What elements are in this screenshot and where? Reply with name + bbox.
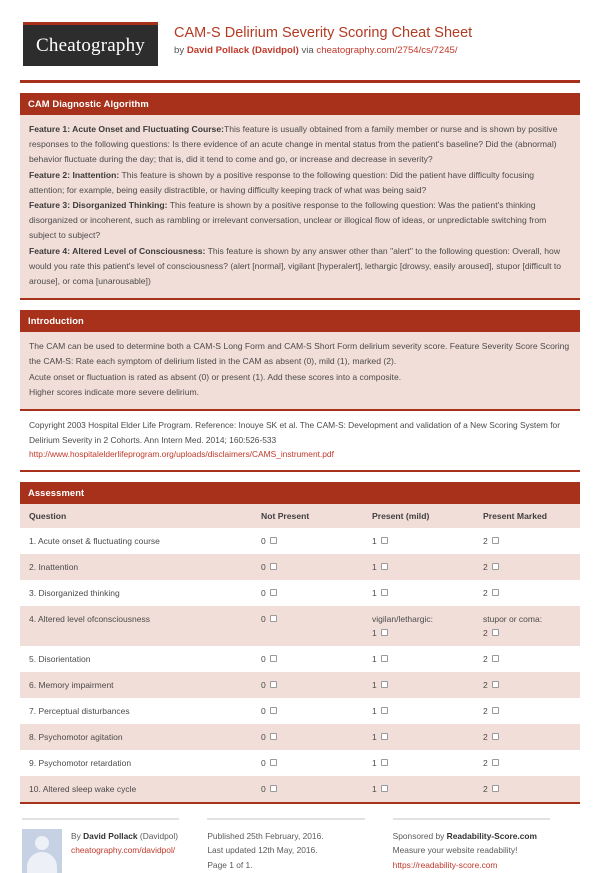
copyright-text: Copyright 2003 Hospital Elder Life Program. Reference: Inouye SK et al. The CAM-S: Development and validation of a New Scoring System for Delirium Severity in 2 Cohorts. Ann Intern Med. 2014; 160:526-533 (29, 420, 560, 445)
column-header-not-present: Not Present (252, 504, 363, 528)
row-mild-cell[interactable] (363, 528, 474, 554)
sponsor-name[interactable]: Readability-Score.com (446, 830, 537, 841)
checkbox-not-present[interactable] (270, 537, 277, 544)
checkbox-marked[interactable] (492, 629, 499, 636)
checkbox-marked[interactable] (492, 759, 499, 766)
checkbox-mild[interactable] (381, 785, 388, 792)
introduction-paragraph-1: The CAM can be used to determine both a CAM-S Long Form and CAM-S Short Form delirium severity score. Feature Severity Score Scoring the CAM-S: Rate each symptom of delirium listed in the CAM as absent (0), mild (1), marked (2). (29, 341, 570, 367)
row-question: 8. Psychomotor agitation (20, 724, 252, 750)
checkbox-mild[interactable] (381, 629, 388, 636)
score-value: 2 (483, 679, 488, 690)
avatar-body-shape (27, 852, 57, 873)
footer-author-inner (22, 829, 193, 873)
score-value: 1 (372, 679, 377, 690)
checkbox-not-present[interactable] (270, 681, 277, 688)
score-value: 1 (372, 731, 377, 742)
footer-author-column (22, 818, 207, 873)
byline-author[interactable]: David Pollack (Davidpol) (186, 45, 299, 56)
updated-date: Last updated 12th May, 2016. (207, 845, 318, 856)
checkbox-mild[interactable] (381, 681, 388, 688)
row-question: 3. Disorganized thinking (20, 580, 252, 606)
feature-3-paragraph (29, 198, 571, 244)
page-number: Page 1 of 1. (207, 859, 253, 870)
row-marked-cell[interactable] (474, 750, 580, 776)
score-value: 0 (261, 679, 266, 690)
table-row (20, 724, 580, 750)
footer-sponsor-column (393, 818, 578, 873)
cheatography-logo[interactable] (23, 22, 158, 66)
row-marked-cell[interactable] (474, 776, 580, 802)
score-value: 1 (372, 627, 377, 638)
row-question: 10. Altered sleep wake cycle (20, 776, 252, 802)
score-value: 0 (261, 561, 266, 572)
avatar-head-shape (35, 836, 49, 850)
score-value: 1 (372, 757, 377, 768)
row-marked-cell[interactable] (474, 580, 580, 606)
feature-2-text: This feature is shown by a positive response to the following question: Did the patient have difficulty focusing attention; for example, being easily distractible, or having difficulty keeping track of what was being said? (29, 169, 535, 195)
table-row (20, 646, 580, 672)
mild-note: vigilan/lethargic: (372, 613, 433, 624)
avatar (22, 829, 62, 873)
row-marked-cell[interactable] (474, 646, 580, 672)
section-title: CAM Diagnostic Algorithm (20, 93, 580, 115)
row-question: 5. Disorientation (20, 646, 252, 672)
byline-prefix: by (174, 45, 187, 56)
row-question: 6. Memory impairment (20, 672, 252, 698)
row-mild-cell[interactable] (363, 750, 474, 776)
row-question: 7. Perceptual disturbances (20, 698, 252, 724)
checkbox-not-present[interactable] (270, 655, 277, 662)
sponsor-tagline: Measure your website readability! (392, 845, 518, 856)
score-value: 0 (261, 783, 266, 794)
footer-divider (22, 818, 179, 820)
page-header (20, 22, 580, 66)
row-not-present-cell[interactable] (252, 698, 363, 724)
checkbox-marked[interactable] (492, 681, 499, 688)
section-body (20, 115, 580, 300)
checkbox-mild[interactable] (381, 655, 388, 662)
score-value: 0 (261, 757, 266, 768)
score-value: 2 (483, 653, 488, 664)
row-mild-cell[interactable] (363, 698, 474, 724)
section-assessment (20, 482, 580, 804)
published-date: Published 25th February, 2016. (207, 830, 324, 841)
marked-note: stupor or coma: (483, 613, 543, 624)
feature-1-text: This feature is usually obtained from a family member or nurse and is shown by positive responses to the following questions: Is there evidence of an acute change in mental status from the patient's baseline? Did the (abnormal) behavior fluctuate during the day; that is, did it tend to come and go, or increase and decrease in severity? (29, 124, 558, 165)
byline (174, 44, 472, 58)
row-not-present-cell[interactable] (252, 776, 363, 802)
row-mild-cell[interactable] (363, 776, 474, 802)
row-question: 1. Acute onset & fluctuating course (20, 528, 252, 554)
score-value: 1 (372, 705, 377, 716)
checkbox-not-present[interactable] (270, 563, 277, 570)
score-value: 1 (372, 535, 377, 546)
score-value: 2 (483, 783, 488, 794)
table-row (20, 528, 580, 554)
page-title: CAM-S Delirium Severity Scoring Cheat Sheet (174, 25, 473, 41)
checkbox-marked[interactable] (492, 655, 499, 662)
introduction-body (20, 332, 580, 409)
row-mild-cell[interactable] (363, 724, 474, 750)
score-value: 1 (372, 783, 377, 794)
checkbox-marked[interactable] (492, 589, 499, 596)
section-cam-diagnostic-algorithm (20, 93, 580, 300)
row-mild-cell[interactable] (363, 554, 474, 580)
table-row (20, 750, 580, 776)
checkbox-mild[interactable] (381, 707, 388, 714)
score-value: 0 (261, 653, 266, 664)
table-header-row (20, 504, 580, 528)
column-header-question: Question (20, 504, 252, 528)
footer-author-text (71, 829, 178, 873)
checkbox-mild[interactable] (381, 589, 388, 596)
assessment-table-body (20, 528, 580, 802)
table-row (20, 672, 580, 698)
feature-4-text: This feature is shown by any answer other than "alert" to the following question: Overall, how would you rate this patient's level of consciousness? (alert [normal], vigilant [hyperalert], lethargic [drowsy, easily aroused], stupor [difficult to arouse], or coma [unarousable]) (29, 245, 562, 287)
row-not-present-cell[interactable] (252, 606, 363, 646)
score-value: 2 (483, 587, 488, 598)
score-value: 0 (261, 587, 266, 598)
score-value: 1 (372, 587, 377, 598)
row-mild-cell[interactable] (363, 646, 474, 672)
checkbox-marked[interactable] (492, 563, 499, 570)
checkbox-marked[interactable] (492, 537, 499, 544)
column-header-present-mild: Present (mild) (363, 504, 474, 528)
row-marked-cell[interactable] (474, 528, 580, 554)
row-not-present-cell[interactable] (252, 528, 363, 554)
introduction-paragraph-3: Higher scores indicate more severe delirium. (29, 386, 200, 397)
title-block (174, 22, 472, 58)
feature-1-paragraph (29, 122, 571, 168)
checkbox-mild[interactable] (381, 537, 388, 544)
row-marked-cell[interactable] (474, 554, 580, 580)
feature-2-paragraph (29, 168, 571, 198)
score-value: 0 (261, 731, 266, 742)
score-value: 0 (261, 705, 266, 716)
row-not-present-cell[interactable] (252, 580, 363, 606)
copyright-note (20, 411, 580, 472)
row-mild-cell[interactable] (363, 606, 474, 646)
score-value: 2 (483, 561, 488, 572)
checkbox-not-present[interactable] (270, 785, 277, 792)
table-row (20, 606, 580, 646)
row-not-present-cell[interactable] (252, 724, 363, 750)
checkbox-marked[interactable] (492, 733, 499, 740)
byline-source-link[interactable]: cheatography.com/2754/cs/7245/ (316, 45, 458, 56)
assessment-title: Assessment (20, 482, 580, 504)
feature-1-label: Feature 1: Acute Onset and Fluctuating Course: (29, 124, 224, 134)
row-marked-cell[interactable] (474, 698, 580, 724)
introduction-paragraph-2: Acute onset or fluctuation is rated as absent (0) or present (1). Add these scores into a composite. (29, 371, 402, 382)
row-mild-cell[interactable] (363, 580, 474, 606)
feature-3-label: Feature 3: Disorganized Thinking: (29, 200, 168, 211)
row-question: 9. Psychomotor retardation (20, 750, 252, 776)
footer-publish-text (207, 829, 378, 873)
row-question: 2. Inattention (20, 554, 252, 580)
checkbox-marked[interactable] (492, 707, 499, 714)
row-not-present-cell[interactable] (252, 554, 363, 580)
score-value: 2 (483, 705, 488, 716)
checkbox-not-present[interactable] (270, 707, 277, 714)
page-footer (20, 818, 580, 873)
feature-4-label: Feature 4: Altered Level of Consciousness: (29, 245, 206, 256)
assessment-table-wrap (20, 504, 580, 804)
score-value: 2 (483, 757, 488, 768)
checkbox-not-present[interactable] (270, 759, 277, 766)
score-value: 0 (261, 535, 266, 546)
section-introduction (20, 310, 580, 472)
checkbox-not-present[interactable] (270, 615, 277, 622)
assessment-table-head (20, 504, 580, 528)
feature-2-label: Feature 2: Inattention: (29, 169, 120, 180)
feature-4-paragraph (29, 244, 571, 290)
row-not-present-cell[interactable] (252, 646, 363, 672)
sponsor-link[interactable]: https://readability-score.com (392, 859, 498, 870)
logo-text: Cheatography (23, 25, 158, 66)
footer-profile-link[interactable]: cheatography.com/davidpol/ (71, 845, 176, 856)
footer-author-name: David Pollack (83, 830, 138, 841)
header-divider (20, 80, 580, 83)
table-row (20, 698, 580, 724)
row-marked-cell[interactable] (474, 606, 580, 646)
reference-url-link[interactable]: http://www.hospitalelderlifeprogram.org/uploads/disclaimers/CAMS_instrument.pdf (29, 449, 334, 460)
checkbox-mild[interactable] (381, 563, 388, 570)
checkbox-marked[interactable] (492, 785, 499, 792)
feature-3-text: This feature is shown by a positive response to the following question: Was the patient's thinking disorganized or incoherent, such as rambling or irrelevant conversation, unclear or illogical flow of ideas, or unpredictable switching from subject to subject? (29, 200, 547, 241)
checkbox-mild[interactable] (381, 759, 388, 766)
checkbox-mild[interactable] (381, 733, 388, 740)
sponsor-prefix: Sponsored by (392, 830, 447, 841)
checkbox-not-present[interactable] (270, 589, 277, 596)
footer-divider (207, 818, 364, 820)
footer-sponsor-text (393, 829, 564, 873)
score-value: 1 (372, 561, 377, 572)
row-not-present-cell[interactable] (252, 672, 363, 698)
assessment-table (20, 504, 580, 802)
byline-via: via (298, 45, 317, 56)
score-value: 2 (483, 627, 488, 638)
footer-author-line (71, 829, 178, 844)
footer-author-handle: (Davidpol) (137, 830, 179, 841)
table-row (20, 554, 580, 580)
sponsor-line (393, 829, 564, 844)
row-mild-cell[interactable] (363, 672, 474, 698)
introduction-title: Introduction (20, 310, 580, 332)
column-header-present-marked: Present Marked (474, 504, 580, 528)
row-marked-cell[interactable] (474, 724, 580, 750)
footer-by-prefix: By (71, 830, 84, 841)
checkbox-not-present[interactable] (270, 733, 277, 740)
score-value: 1 (372, 653, 377, 664)
score-value: 2 (483, 535, 488, 546)
row-marked-cell[interactable] (474, 672, 580, 698)
table-row (20, 580, 580, 606)
footer-publish-column (207, 818, 392, 873)
table-row (20, 776, 580, 802)
score-value: 2 (483, 731, 488, 742)
row-not-present-cell[interactable] (252, 750, 363, 776)
row-question: 4. Altered level ofconsciousness (20, 606, 252, 646)
footer-divider (393, 818, 550, 820)
score-value: 0 (261, 613, 266, 624)
